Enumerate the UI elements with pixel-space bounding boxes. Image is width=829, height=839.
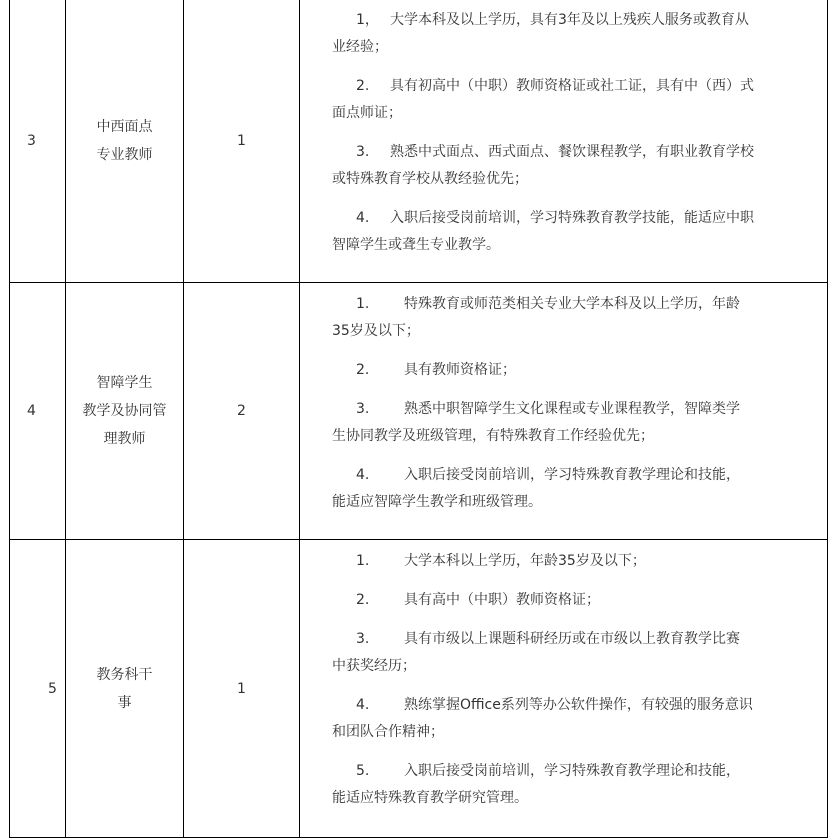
requirement-number: 2. [356, 78, 370, 94]
requirement-item [332, 205, 817, 259]
requirement-text-cont: 和团队合作精神； [332, 724, 444, 740]
requirement-text: 熟悉中职智障学生文化课程或专业课程教学，智障类学 [404, 401, 740, 417]
requirement-text: 具有高中（中职）教师资格证； [404, 592, 600, 608]
requirement-item [332, 462, 817, 516]
table-row [10, 540, 828, 838]
requirement-text-cont: 能适应特殊教育教学研究管理。 [332, 790, 528, 806]
requirement-text: 大学本科以上学历，年龄35岁及以下； [404, 553, 646, 569]
requirement-number: 3. [356, 144, 370, 160]
requirement-text: 熟悉中式面点、西式面点、餐饮课程教学，有职业教育学校 [390, 144, 754, 160]
index-cell [10, 0, 66, 283]
headcount: 1 [237, 680, 246, 697]
requirement-number: 3. [356, 631, 370, 647]
requirement-text-cont: 面点师证； [332, 105, 402, 121]
position-line: 中西面点 [96, 118, 153, 135]
requirement-item [332, 357, 817, 384]
count-cell [184, 283, 300, 540]
requirement-item [332, 587, 817, 614]
requirement-text: 入职后接受岗前培训，学习特殊教育教学技能，能适应中职 [390, 210, 754, 226]
requirement-item [332, 692, 817, 746]
requirement-item [332, 758, 817, 812]
index-cell [10, 540, 66, 838]
requirement-text-cont: 生协同教学及班级管理，有特殊教育工作经验优先； [332, 428, 654, 444]
requirement-text-cont: 能适应智障学生教学和班级管理。 [332, 494, 542, 510]
table-row [10, 283, 828, 540]
requirement-text: 大学本科及以上学历，具有3年及以上残疾人服务或教育从 [390, 12, 749, 28]
requirements-cell [300, 283, 828, 540]
requirements-cell [300, 0, 828, 283]
requirement-number: 1. [356, 296, 370, 312]
position-cell [66, 0, 184, 283]
requirement-number: 1， [356, 12, 379, 28]
index-cell [10, 283, 66, 540]
requirement-text-cont: 中获奖经历； [332, 658, 416, 674]
position-cell [66, 283, 184, 540]
requirement-text-cont: 智障学生或聋生专业教学。 [332, 237, 500, 253]
position-line: 事 [117, 694, 132, 711]
table-row [10, 0, 828, 283]
position-line: 教学及协同管 [82, 403, 167, 419]
requirement-number: 3. [356, 401, 370, 417]
headcount: 2 [237, 403, 246, 419]
requirement-text: 具有教师资格证； [404, 362, 516, 378]
requirement-item [332, 396, 817, 450]
requirement-item [332, 626, 817, 680]
requirement-item [332, 291, 817, 345]
position-cell [66, 540, 184, 838]
requirement-text: 具有市级以上课题科研经历或在市级以上教育教学比赛 [404, 631, 740, 647]
requirement-number: 1. [356, 553, 370, 569]
count-cell [184, 0, 300, 283]
requirement-text-cont: 或特殊教育学校从教经验优先； [332, 171, 528, 187]
row-index: 3 [27, 132, 36, 149]
headcount: 1 [237, 132, 246, 149]
job-requirements-table [9, 0, 828, 838]
requirement-text: 特殊教育或师范类相关专业大学本科及以上学历，年龄 [404, 296, 740, 312]
row-index: 5 [48, 680, 57, 697]
position-line: 智障学生 [96, 375, 153, 391]
count-cell [184, 540, 300, 838]
requirements-cell [300, 540, 828, 838]
requirement-number: 2. [356, 592, 370, 608]
requirement-number: 4. [356, 210, 370, 226]
requirement-text-cont: 35岁及以下； [332, 323, 420, 339]
requirement-text: 入职后接受岗前培训，学习特殊教育教学理论和技能， [404, 467, 740, 483]
requirement-item [332, 139, 817, 193]
position-line: 理教师 [103, 431, 146, 447]
requirement-text: 入职后接受岗前培训，学习特殊教育教学理论和技能， [404, 763, 740, 779]
requirement-text-cont: 业经验； [332, 39, 388, 55]
requirement-text: 具有初高中（中职）教师资格证或社工证，具有中（西）式 [390, 78, 754, 94]
requirement-item [332, 73, 817, 127]
requirement-number: 2. [356, 362, 370, 378]
position-line: 专业教师 [96, 146, 153, 163]
row-index: 4 [27, 403, 36, 419]
requirement-text: 熟练掌握Office系列等办公软件操作，有较强的服务意识 [404, 697, 753, 713]
requirement-item [332, 548, 817, 575]
requirement-number: 5. [356, 763, 370, 779]
requirement-number: 4. [356, 697, 370, 713]
position-line: 教务科干 [96, 666, 153, 683]
requirement-number: 4. [356, 467, 370, 483]
requirement-item [332, 7, 817, 61]
